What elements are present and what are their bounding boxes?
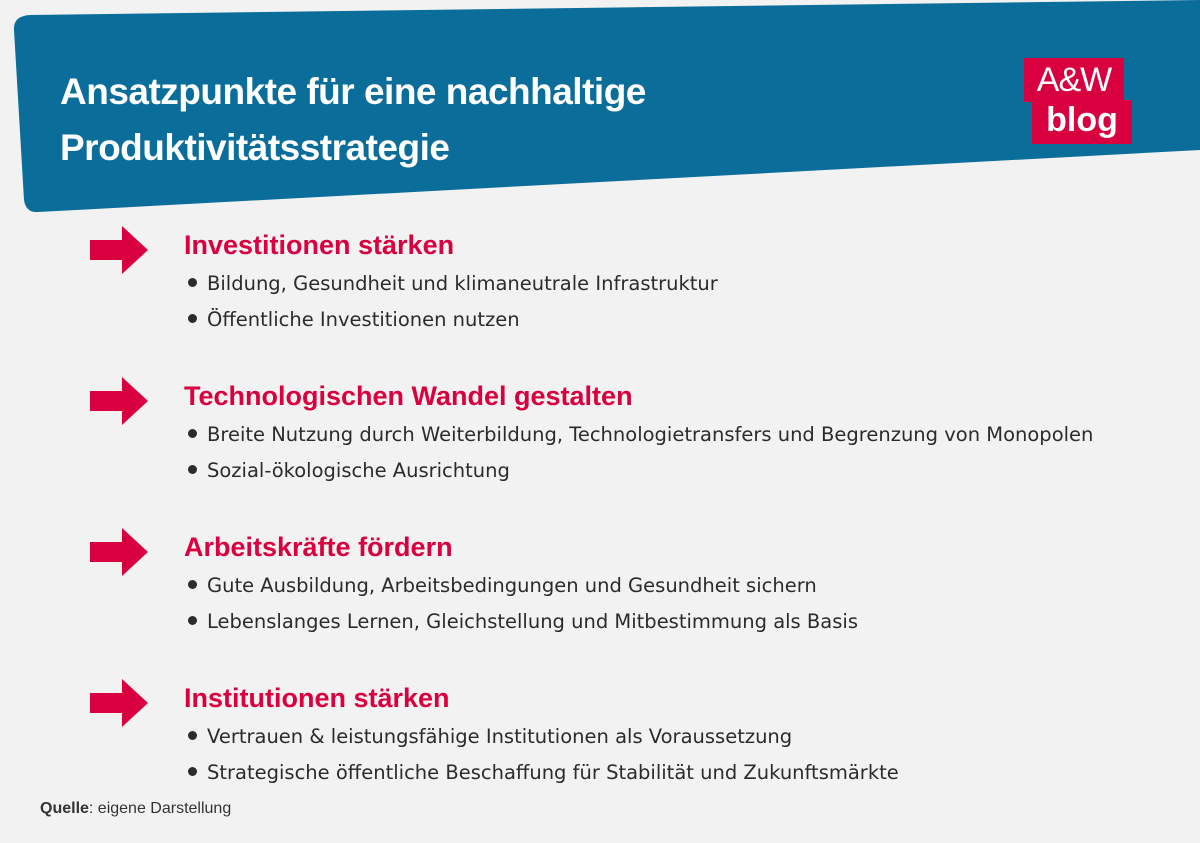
bullet-item [188, 417, 1093, 453]
section-heading: Arbeitskräfte fördern [184, 532, 453, 562]
bullet-item [188, 719, 899, 755]
logo-top-text: A&W [1024, 58, 1124, 102]
title-line-2: Produktivitätsstrategie [60, 127, 450, 168]
bullet-dot-icon [188, 278, 197, 287]
bullet-dot-icon [188, 429, 197, 438]
arrow-right-icon [90, 679, 148, 727]
source-label: Quelle [40, 800, 89, 817]
section-heading: Technologischen Wandel gestalten [184, 381, 633, 411]
bullet-item [188, 604, 858, 640]
bullet-text: Lebenslanges Lernen, Gleichstellung und Mitbestimmung als Basis [207, 610, 858, 633]
bullet-item [188, 453, 1093, 489]
bullet-dot-icon [188, 767, 197, 776]
bullet-text: Öffentliche Investitionen nutzen [207, 308, 520, 331]
bullet-text: Sozial-ökologische Ausrichtung [207, 459, 510, 482]
bullet-list [188, 719, 899, 791]
bullet-list [188, 417, 1093, 489]
bullet-text: Breite Nutzung durch Weiterbildung, Technologietransfers und Begrenzung von Monopolen [207, 423, 1094, 446]
source-note [40, 800, 231, 818]
arrow-right-icon [90, 528, 148, 576]
bullet-item [188, 568, 858, 604]
bullet-item [188, 266, 718, 302]
aw-blog-logo [1024, 58, 1134, 144]
section-heading: Investitionen stärken [184, 230, 455, 260]
bullet-dot-icon [188, 314, 197, 323]
bullet-dot-icon [188, 580, 197, 589]
bullet-item [188, 302, 718, 338]
title-line-1: Ansatzpunkte für eine nachhaltige [60, 71, 646, 112]
bullet-list [188, 568, 858, 640]
bullet-text: Bildung, Gesundheit und klimaneutrale Infrastruktur [207, 272, 718, 295]
page-title [60, 64, 646, 176]
bullet-list [188, 266, 718, 338]
bullet-dot-icon [188, 731, 197, 740]
bullet-text: Vertrauen & leistungsfähige Institutionen als Voraussetzung [207, 725, 793, 748]
bullet-text: Strategische öffentliche Beschaffung für Stabilität und Zukunftsmärkte [207, 761, 899, 784]
arrow-right-icon [90, 226, 148, 274]
bullet-item [188, 755, 899, 791]
bullet-dot-icon [188, 465, 197, 474]
section-heading: Institutionen stärken [184, 683, 450, 713]
bullet-dot-icon [188, 616, 197, 625]
bullet-text: Gute Ausbildung, Arbeitsbedingungen und Gesundheit sichern [207, 574, 817, 597]
arrow-right-icon [90, 377, 148, 425]
logo-bottom-text: blog [1032, 100, 1132, 144]
source-text: : eigene Darstellung [88, 800, 232, 817]
